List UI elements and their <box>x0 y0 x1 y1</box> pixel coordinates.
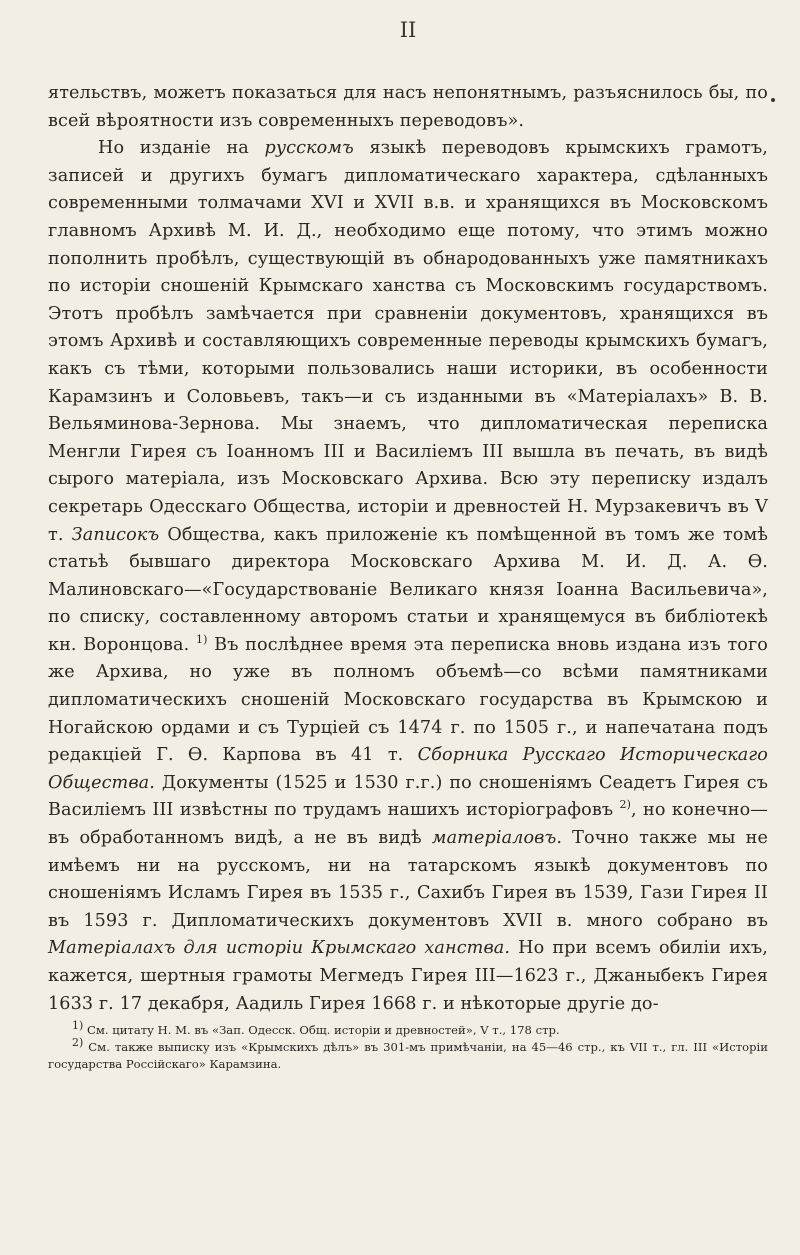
text-run: Точно также мы не имѣемъ ни на русскомъ, ни на татарскомъ языкѣ документовъ по сношеніямъ Исламъ Гирея въ 1535 г., Сахибъ Гирея въ 1539, Гази Гирея II въ 1593 г. Дипломатическихъ документовъ XVII в. много собрано въ <box>48 828 768 931</box>
emphasis-text: матеріаловъ. <box>431 828 563 849</box>
text-run: Но изданіе на <box>98 138 265 159</box>
document-page <box>48 16 768 1073</box>
text-run: , но конечно—въ обработанномъ видѣ, а не въ видѣ <box>48 800 768 849</box>
footnote-text: См. также выписку изъ «Крымскихъ дѣлъ» въ 301-мъ примѣчаніи, на 45—46 стр., къ VII т., гл. III «Исторіи государства Россійскаго» Карамзина. <box>48 1040 768 1072</box>
footnote-marker: 2) <box>72 1036 84 1050</box>
emphasis-text: Записокъ <box>71 524 160 545</box>
footnotes <box>48 1019 768 1073</box>
footnote-text: См. цитату Н. М. въ «Зап. Одесск. Общ. исторіи и древностей», V т., 178 стр. <box>86 1023 560 1038</box>
footnote-1 <box>48 1019 768 1039</box>
text-run: Документы (1525 и 1530 г.г.) по сношеніямъ Сеадетъ Гирея съ Василіемъ III извѣстны по трудамъ нашихъ исторіографовъ <box>48 772 768 821</box>
emphasis-text: русскомъ <box>264 138 354 159</box>
footnote-reference: 2) <box>619 798 632 812</box>
text-run: Общества, какъ приложеніе къ помѣщенной въ томъ же томѣ статьѣ бывшаго директора Московскаго Архива М. И. Д. А. Ѳ. Малиновскаго—«Государствованіе Великаго князя Іоанна Васильевича», по списку, составленному авторомъ статьи и хранящемуся въ библіотекѣ кн. Воронцова. <box>48 524 768 655</box>
text-run: языкѣ переводовъ крымскихъ грамотъ, записей и другихъ бумагъ дипломатическаго характера, сдѣланныхъ современными толмачами XVI и XVII в.в. и хранящихся въ Московскомъ главномъ Архивѣ М. И. Д., необходимо еще потому, что этимъ можно пополнить пробѣлъ, существующій въ обнародованныхъ уже памятникахъ по исторіи сношеній Крымскаго ханства съ Московскимъ государствомъ. Этотъ пробѣлъ замѣчается при сравненіи документовъ, хранящихся въ этомъ Архивѣ и составляющихъ современные переводы крымскихъ бумагъ, какъ съ тѣми, которыми пользовались наши историки, въ особенности Карамзинъ и Соловьевъ, такъ—и съ изданными въ «Матеріалахъ» В. В. Вельяминова-Зернова. Мы знаемъ, что дипломатическая переписка Менгли Гирея съ Іоанномъ III и Василіемъ III вышла въ печать, въ видѣ сырого матеріала, изъ Московскаго Архива. Всю эту переписку издалъ секретарь Одесскаго Общества, исторіи и древностей Н. Мурзакевичъ въ V т. <box>48 138 768 545</box>
paragraph <box>48 135 768 1018</box>
page-number: II <box>399 18 417 42</box>
paragraph: ятельствъ, можетъ показаться для насъ непонятнымъ, разъяснилось бы, по всей вѣроятности изъ современныхъ переводовъ». <box>48 83 768 131</box>
emphasis-text: Сборника Русскаго Историческаго Общества. <box>48 745 768 793</box>
footnote-2 <box>48 1036 768 1073</box>
body-text <box>48 80 768 1018</box>
text-run: Но при всемъ обиліи ихъ, кажется, шертныя грамоты Мегмедъ Гирея III—1623 г., Джаныбекъ Гирея 1633 г. 17 декабря, Аадиль Гирея 1668 г. и нѣкоторые другіе до- <box>48 938 768 1014</box>
footnote-reference: 1) <box>195 633 208 647</box>
text-run: Въ послѣднее время эта переписка вновь издана изъ того же Архива, но уже въ полномъ объемѣ—со всѣми памятниками дипломатическихъ сношеній Московскаго государства въ Крымскою и Ногайскою ордами и съ Турціей съ 1474 г. по 1505 г., и напечатана подъ редакціей Г. Ѳ. Карпова въ 41 т. <box>48 634 768 766</box>
footnote-marker: 1) <box>72 1019 84 1033</box>
scan-speck <box>771 98 775 102</box>
emphasis-text: Матеріалахъ для исторіи Крымскаго ханства. <box>48 938 511 959</box>
